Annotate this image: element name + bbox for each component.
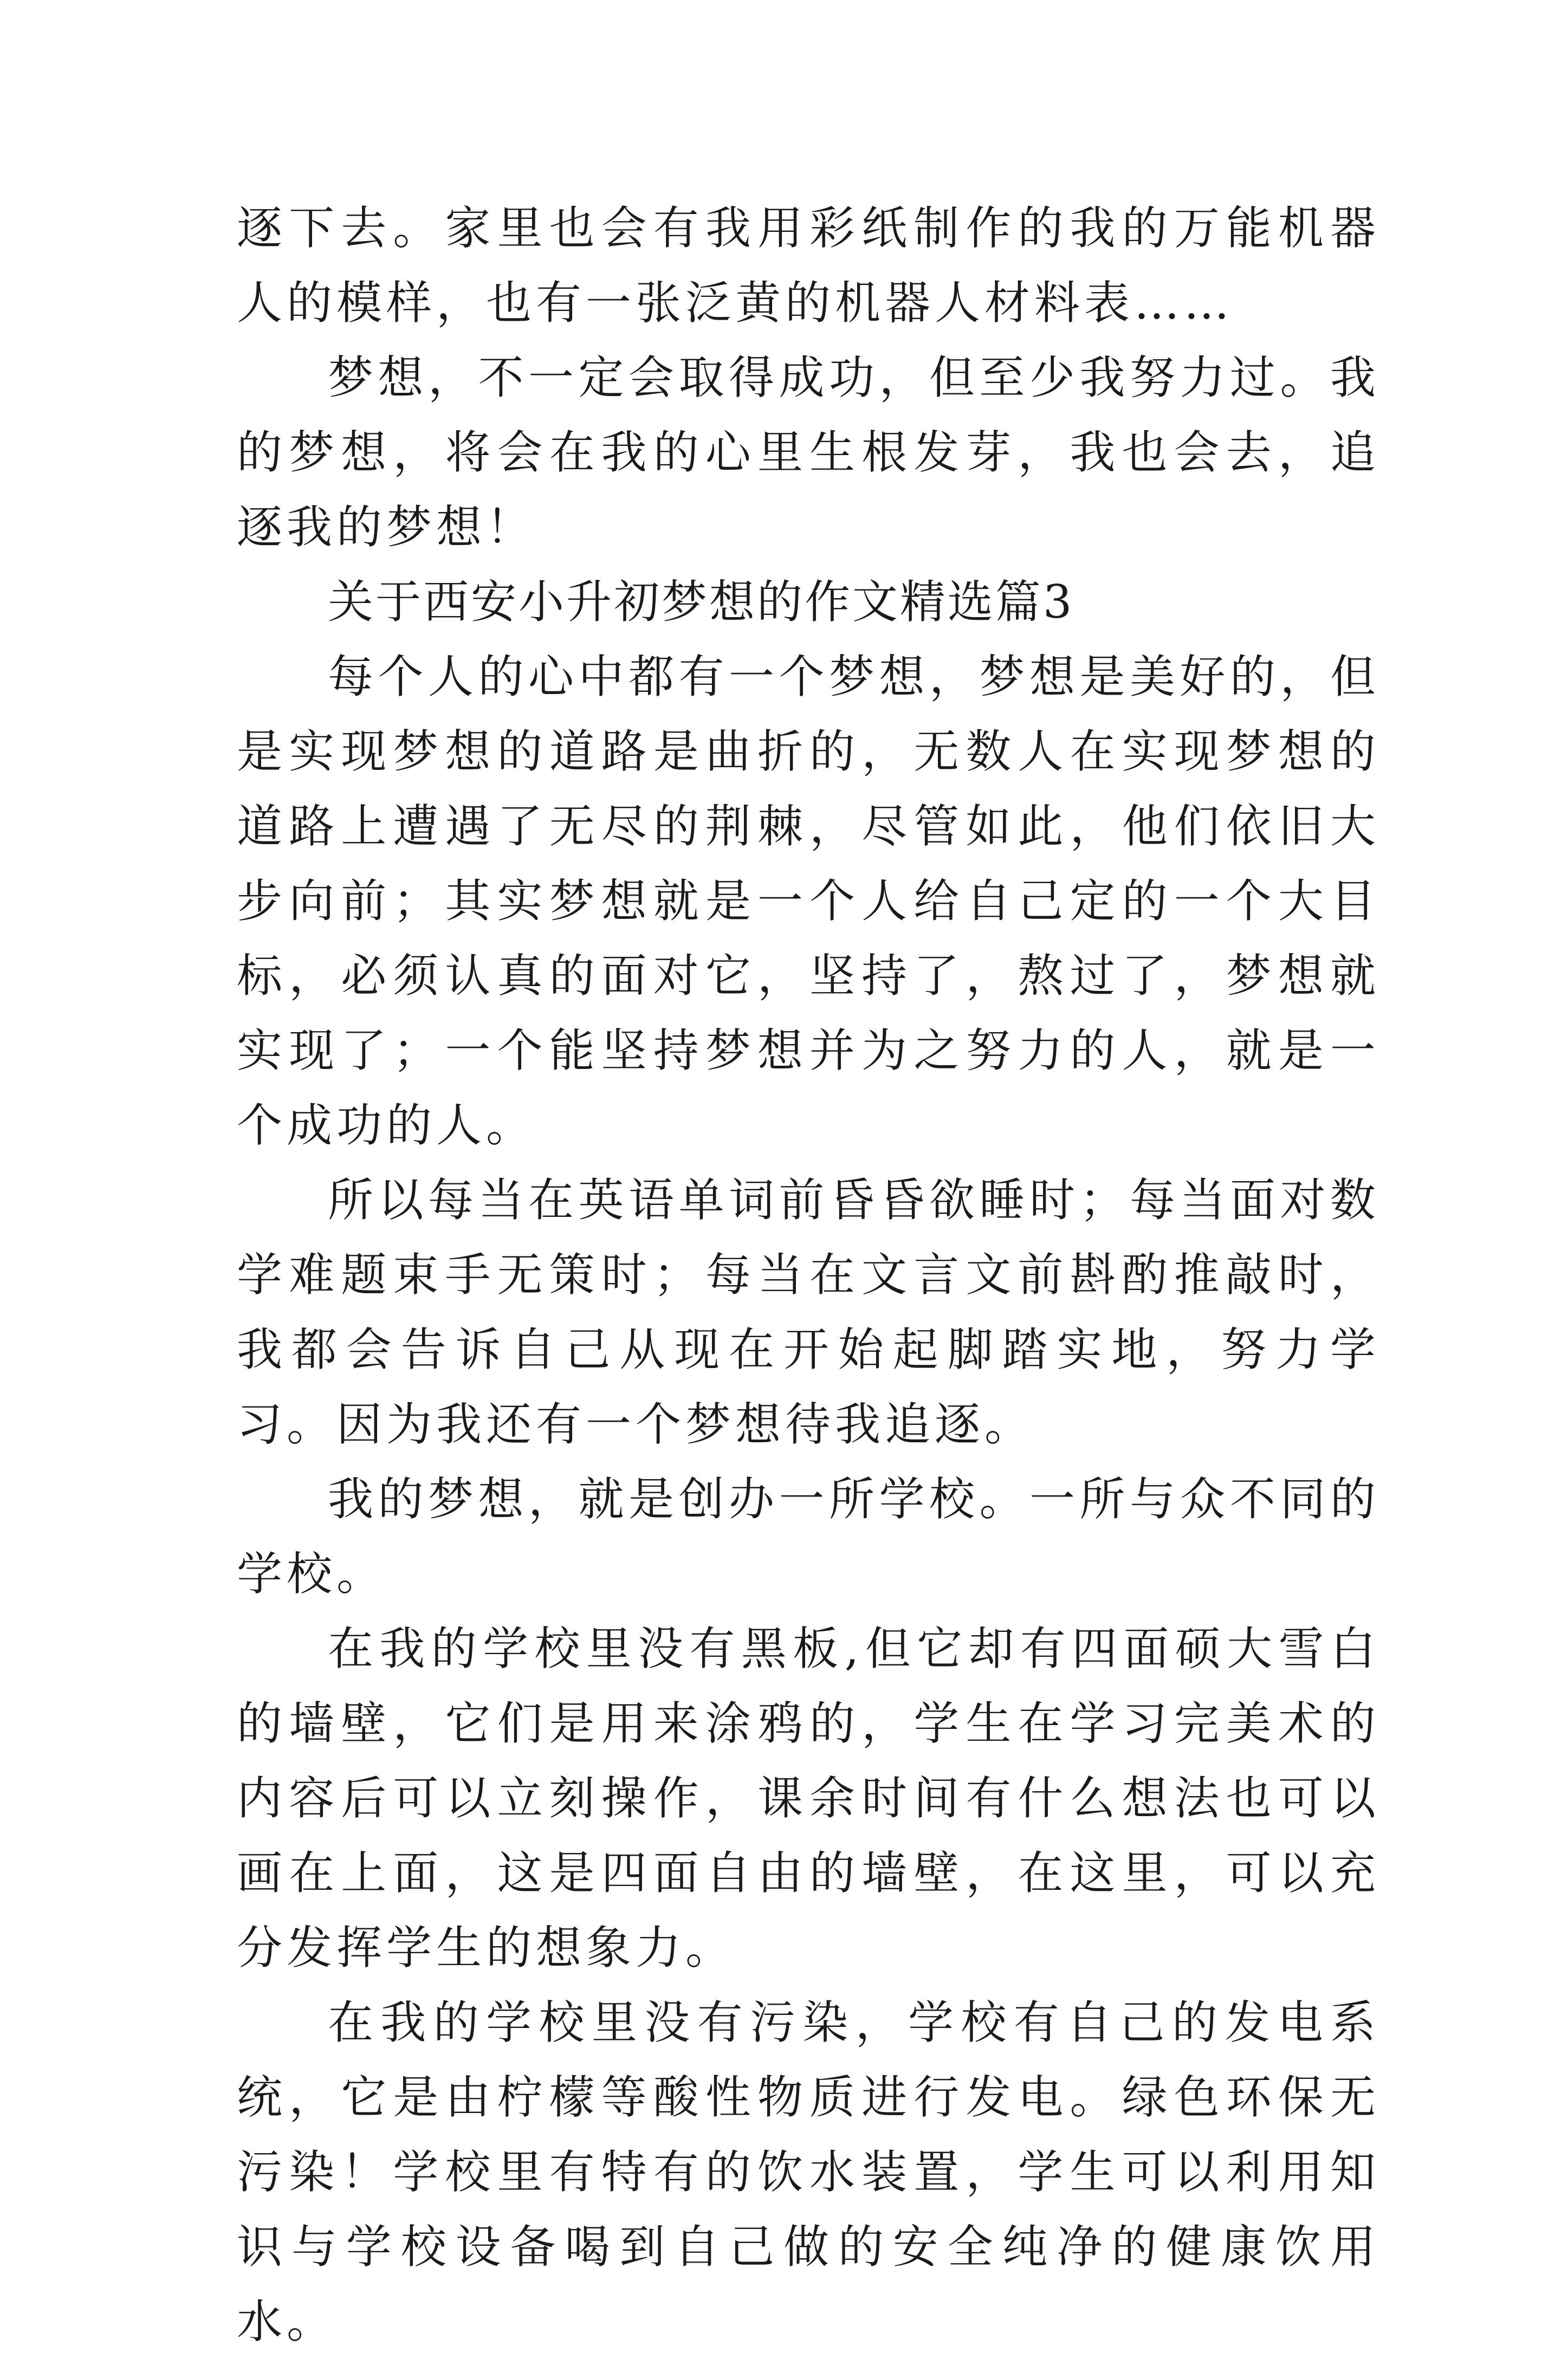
paragraph-4: 每个人的心中都有一个梦想，梦想是美好的，但是实现梦想的道路是曲折的，无数人在实现梦想的道路上遭遇了无尽的荆棘，尽管如此，他们依旧大步向前；其实梦想就是一个人给自己定的一个大目标，必须认真的面对它，坚持了，熬过了，梦想就实现了；一个能坚持梦想并为之努力的人，就是一个成功的人。 (237, 650, 1380, 1152)
paragraph-2: 梦想，不一定会取得成功，但至少我努力过。我的梦想，将会在我的心里生根发芽，我也会去，追逐我的梦想！ (237, 351, 1380, 554)
section-heading: 关于西安小升初梦想的作文精选篇3 (328, 575, 1074, 628)
document-body (237, 191, 1380, 2359)
paragraph-5: 所以每当在英语单词前昏昏欲睡时；每当面对数学难题束手无策时；每当在文言文前斟酌推敲时，我都会告诉自己从现在开始起脚踏实地，努力学习。因为我还有一个梦想待我追逐。 (237, 1174, 1380, 1451)
paragraph-8: 在我的学校里没有污染，学校有自己的发电系统，它是由柠檬等酸性物质进行发电。绿色环保无污染！学校里有特有的饮水装置，学生可以利用知识与学校设备喝到自己做的安全纯净的健康饮用水。 (237, 1996, 1380, 2348)
paragraph-1: 逐下去。家里也会有我用彩纸制作的我的万能机器人的模样，也有一张泛黄的机器人材料表…… (237, 202, 1380, 329)
paragraph-6: 我的梦想，就是创办一所学校。一所与众不同的学校。 (237, 1473, 1380, 1600)
paragraph-7: 在我的学校里没有黑板,但它却有四面硕大雪白的墙壁，它们是用来涂鸦的，学生在学习完美术的内容后可以立刻操作，课余时间有什么想法也可以画在上面，这是四面自由的墙壁，在这里，可以充分发挥学生的想象力。 (237, 1622, 1380, 1974)
